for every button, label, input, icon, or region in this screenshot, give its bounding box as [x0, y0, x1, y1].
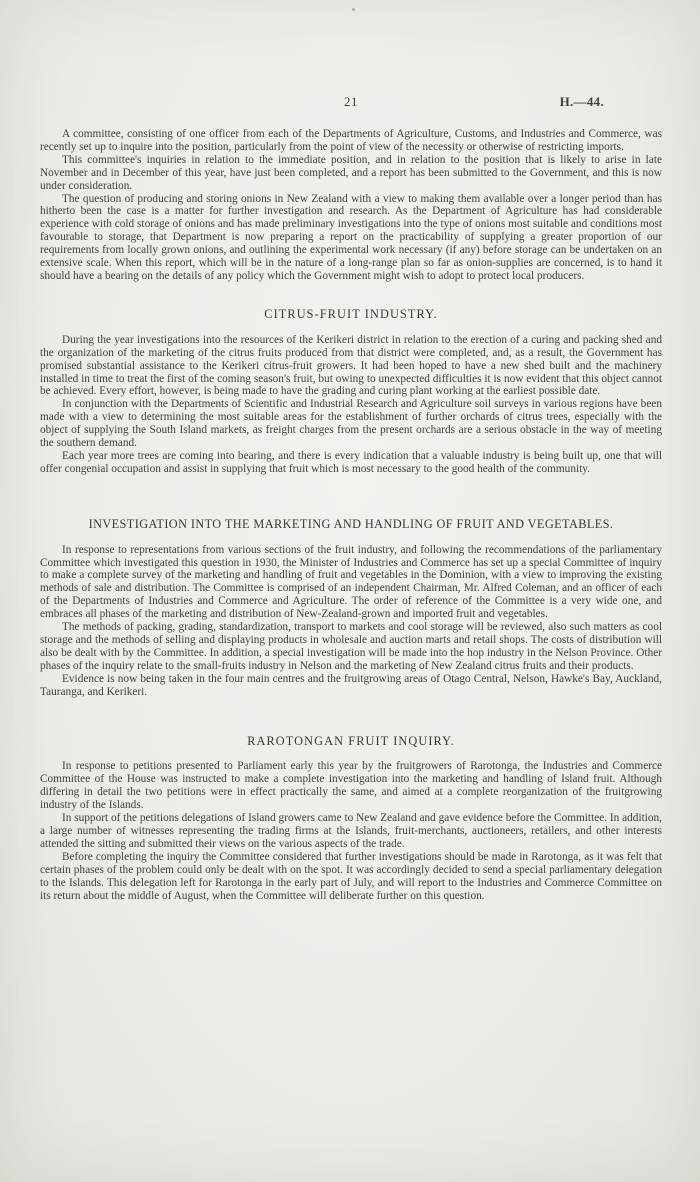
section-heading-rarotongan: RAROTONGAN FRUIT INQUIRY.	[247, 733, 455, 748]
paragraph: This committee's inquiries in relation to the immediate position, and in relation to the position that is likely to arise in late November and in December of this year, have just been completed, and a report has been submitted to the Government, and this is now under consideration.	[40, 153, 662, 192]
paragraph: The question of producing and storing onions in New Zealand with a view to making them available over a longer period than has hitherto been the case is a matter for further investigation and research. As the Department of Agriculture has had considerable experience with cold storage of onions and has made preliminary investigations into the type of onions most suitable and conditions most favourable to storage, that Department is now preparing a report on the practicability of supplying a greater proportion of our requirements from locally grown onions, and outlining the experimental work necessary (if any) before storage can be undertaken on an extensive scale. When this report, which will be in the nature of a long-range plan so far as onion-supplies are concerned, is to hand it should have a bearing on the details of any policy which the Government might wish to adopt to protect local producers.	[40, 192, 662, 282]
page-header	[40, 94, 662, 111]
page-number: 21	[344, 94, 358, 109]
paragraph: In conjunction with the Departments of Scientific and Industrial Research and Agriculture soil surveys in various regions have been made with a view to determining the most suitable areas for the establishment of further orchards of citrus trees, especially with the object of supplying the South Island markets, as freight charges from the present orchards are a serious obstacle in the way of meeting the southern demand.	[40, 398, 662, 450]
section-heading-marketing: INVESTIGATION INTO THE MARKETING AND HANDLING OF FRUIT AND VEGETABLES.	[88, 516, 614, 531]
paragraph: The methods of packing, grading, standardization, transport to markets and cool storage will be reviewed, also such matters as cool storage and the methods of selling and displaying products in wholesale and auction marts and retail shops. The costs of distribution will also be dealt with by the Committee. In addition, a special investigation will be made into the hop industry in the Nelson Province. Other phases of the inquiry relate to the small-fruits industry in Nelson and the marketing of New Zealand citrus fruits and their products.	[40, 621, 662, 672]
paragraph: Before completing the inquiry the Committee considered that further investigations should be made in Rarotonga, as it was felt that certain phases of the problem could only be dealt with on the spot. It was accordingly decided to send a special parliamentary delegation to the Islands. This delegation left for Rarotonga in the early part of July, and will report to the Industries and Commerce Committee on its return about the middle of August, when the Committee will deliberate further on this question.	[40, 850, 662, 902]
section-rarotongan-fruit-inquiry	[40, 735, 662, 903]
report-code: H.—44.	[559, 94, 604, 109]
section-heading-citrus: CITRUS-FRUIT INDUSTRY.	[264, 306, 438, 321]
paragraph: In response to representations from various sections of the fruit industry, and following the recommendations of the parliamentary Committee which investigated this question in 1930, the Minister of Industries and Commerce has set up a special Committee of inquiry to make a complete survey of the marketing and handling of fruit and vegetables in the Dominion, with a view to improving the existing methods of sale and distribution. The Committee is comprised of an independent Chairman, Mr. Alfred Coleman, and an officer of each of the Departments of Industries and Commerce and Agriculture. The order of reference of the Committee is a very wide one, and embraces all phases of the marketing and distribution of New-Zealand-grown and imported fruit and vegetables.	[40, 543, 662, 621]
paragraph: A committee, consisting of one officer from each of the Departments of Agriculture, Customs, and Industries and Commerce, was recently set up to inquire into the position, particularly from the point of view of the necessity or otherwise of restricting imports.	[40, 128, 662, 153]
paragraph: During the year investigations into the resources of the Kerikeri district in relation to the erection of a curing and packing shed and the organization of the marketing of the citrus fruits produced from that district were completed, and, as a result, the Government has promised substantial assistance to the Kerikeri citrus-fruit growers. It had been hoped to have a new shed built and the machinery installed in time to treat the first of the coming season's fruit, but owing to unexpected difficulties it is now evident that this object cannot be achieved. Every effort, however, is being made to have the grading and curing plant working at the earliest possible date.	[40, 333, 662, 398]
section-citrus-fruit-industry	[40, 308, 662, 476]
section-continuation	[40, 128, 662, 283]
paragraph: Each year more trees are coming into bearing, and there is every indication that a valuable industry is being built up, one that will offer congenial occupation and assist in supplying that fruit which is most necessary to the good health of the community.	[40, 449, 662, 475]
paragraph: In response to petitions presented to Parliament early this year by the fruitgrowers of Rarotonga, the Industries and Commerce Committee of the House was instructed to make a complete investigation into the marketing and handling of Island fruit. Although differing in detail the two petitions were in effect practically the same, and aimed at a complete reorganization of the fruitgrowing industry of the Islands.	[40, 760, 662, 812]
document-body	[40, 128, 662, 902]
paragraph: In support of the petitions delegations of Island growers came to New Zealand and gave evidence before the Committee. In addition, a large number of witnesses representing the trading firms at the Islands, fruit-merchants, auctioneers, retailers, and other interests attended the sitting and submitted their views on the various aspects of the trade.	[40, 812, 662, 850]
scan-artifact	[352, 8, 355, 11]
section-marketing-investigation	[40, 518, 662, 699]
paragraph: Evidence is now being taken in the four main centres and the fruitgrowing areas of Otago Central, Nelson, Hawke's Bay, Auckland, Tauranga, and Kerikeri.	[40, 672, 662, 698]
